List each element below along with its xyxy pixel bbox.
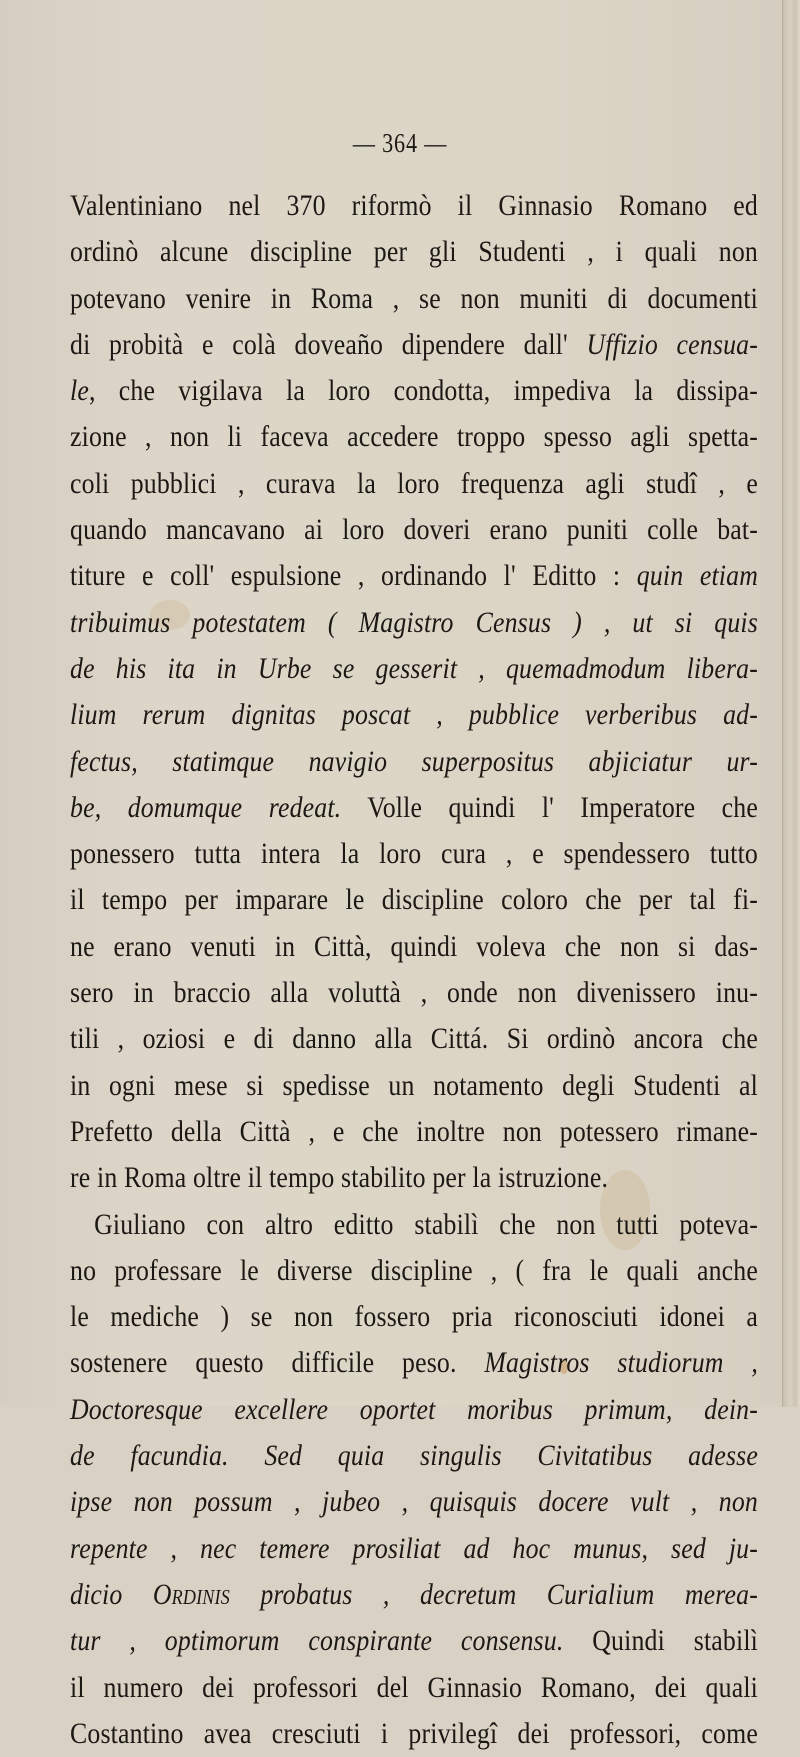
text-line xyxy=(70,183,758,229)
text-segment: tur , optimorum conspirante consensu. xyxy=(70,1624,564,1658)
text-segment: de his ita in Urbe se gesserit , quemadmodum libera- xyxy=(70,651,758,685)
text-line xyxy=(70,1294,758,1340)
text-segment: ne erano venuti in Città, quindi voleva che non si das- xyxy=(70,929,758,963)
text-segment: il tempo per imparare le discipline coloro che per tal fi- xyxy=(70,883,758,917)
text-segment: Giuliano con altro editto stabilì che non tutti poteva- xyxy=(94,1207,758,1241)
text-line xyxy=(70,739,758,785)
text-line xyxy=(70,1433,758,1479)
text-line xyxy=(70,924,758,970)
text-line xyxy=(70,1618,758,1664)
text-segment: probatus , decretum Curialium merea- xyxy=(229,1577,759,1611)
text-segment: quin etiam xyxy=(636,559,758,593)
text-line xyxy=(70,1202,758,1248)
text-line xyxy=(70,692,758,738)
text-segment: Valentiniano nel 370 riformò il Ginnasio Romano ed xyxy=(70,189,758,222)
text-segment: ponessero tutta intera la loro cura , e spendessero tutto xyxy=(70,837,758,871)
text-line xyxy=(70,322,758,368)
text-segment: fectus, statimque navigio superpositus abjiciatur ur- xyxy=(70,744,758,778)
text-segment: potevano venire in Roma , se non muniti di documenti xyxy=(70,281,758,315)
text-line xyxy=(70,229,758,275)
text-segment: re in Roma oltre il tempo stabilito per la istruzione. xyxy=(70,1161,609,1195)
text-segment: dicio xyxy=(70,1577,153,1611)
text-segment: ordinò alcune discipline per gli Studenti , i quali non xyxy=(70,235,758,269)
text-line xyxy=(70,1248,758,1294)
text-line xyxy=(70,507,758,553)
text-segment: Prefetto della Città , e che inoltre non potessero rimane- xyxy=(70,1114,758,1148)
text-segment: coli pubblici , curava la loro frequenza agli studî , e xyxy=(70,466,758,500)
text-segment: Doctoresque excellere oportet moribus primum, dein- xyxy=(70,1392,758,1426)
page-edge xyxy=(782,0,800,1407)
text-segment: no professare le diverse discipline , ( fra le quali anche xyxy=(70,1253,758,1287)
text-segment: lium rerum dignitas poscat , pubblice verberibus ad- xyxy=(70,698,758,732)
text-segment: de facundia. Sed quia singulis Civitatibus adesse xyxy=(70,1439,758,1473)
text-segment: tribuimus potestatem ( Magistro Census ) , ut si quis xyxy=(70,605,758,639)
text-line xyxy=(70,1340,758,1386)
text-segment: zione , non li faceva accedere troppo spesso agli spetta- xyxy=(70,420,758,454)
text-line xyxy=(70,1479,758,1525)
text-line xyxy=(70,785,758,831)
text-line xyxy=(70,368,758,414)
text-segment: Ordinis xyxy=(152,1577,230,1611)
text-segment: ipse non possum , jubeo , quisquis docere vult , non xyxy=(70,1485,758,1519)
text-segment: , che vigilava la loro condotta, impediva la dissipa- xyxy=(88,374,758,408)
text-line xyxy=(70,1665,758,1711)
text-segment: tili , oziosi e di danno alla Cittá. Si ordinò ancora che xyxy=(70,1022,758,1056)
text-line xyxy=(70,276,758,322)
text-line xyxy=(70,414,758,460)
text-line xyxy=(70,831,758,877)
body-text xyxy=(70,183,760,1757)
text-segment: di probità e colà doveaño dipendere dall' xyxy=(70,327,587,361)
text-line xyxy=(70,1572,758,1618)
text-line xyxy=(70,646,758,692)
text-segment: titure e coll' espulsione , ordinando l' Editto : xyxy=(70,559,637,593)
text-segment: in ogni mese si spedisse un notamento degli Studenti al xyxy=(70,1068,758,1102)
text-segment: Magistros studiorum , xyxy=(484,1346,758,1380)
text-line xyxy=(70,1387,758,1433)
text-segment: quando mancavano ai loro doveri erano puniti colle bat- xyxy=(70,513,758,547)
page-number: — 364 — xyxy=(352,128,448,158)
text-line xyxy=(70,1063,758,1109)
text-segment: Quindi stabilì xyxy=(563,1624,758,1658)
text-segment: il numero dei professori del Ginnasio Romano, dei quali xyxy=(70,1670,758,1704)
text-line xyxy=(70,553,758,599)
text-segment: Costantino avea cresciuti i privilegî dei professori, come xyxy=(70,1716,758,1750)
text-line xyxy=(70,1711,758,1757)
text-segment: Uffizio censua- xyxy=(586,327,758,361)
text-line xyxy=(70,1526,758,1572)
text-line xyxy=(70,1109,758,1155)
text-segment: sostenere questo difficile peso. xyxy=(70,1346,485,1380)
text-line xyxy=(70,461,758,507)
text-line xyxy=(70,970,758,1016)
text-line xyxy=(70,1155,758,1201)
text-line xyxy=(70,600,758,646)
text-line xyxy=(70,1016,758,1062)
text-segment: le mediche ) se non fossero pria riconosciuti idonei a xyxy=(70,1300,758,1334)
text-segment: le xyxy=(70,374,89,408)
text-segment: sero in braccio alla voluttà , onde non divenissero inu- xyxy=(70,976,758,1010)
text-segment: repente , nec temere prosiliat ad hoc munus, sed ju- xyxy=(70,1531,758,1565)
text-line xyxy=(70,877,758,923)
text-segment: be, domumque redeat. xyxy=(70,790,342,824)
text-segment: Volle quindi l' Imperatore che xyxy=(341,790,758,824)
